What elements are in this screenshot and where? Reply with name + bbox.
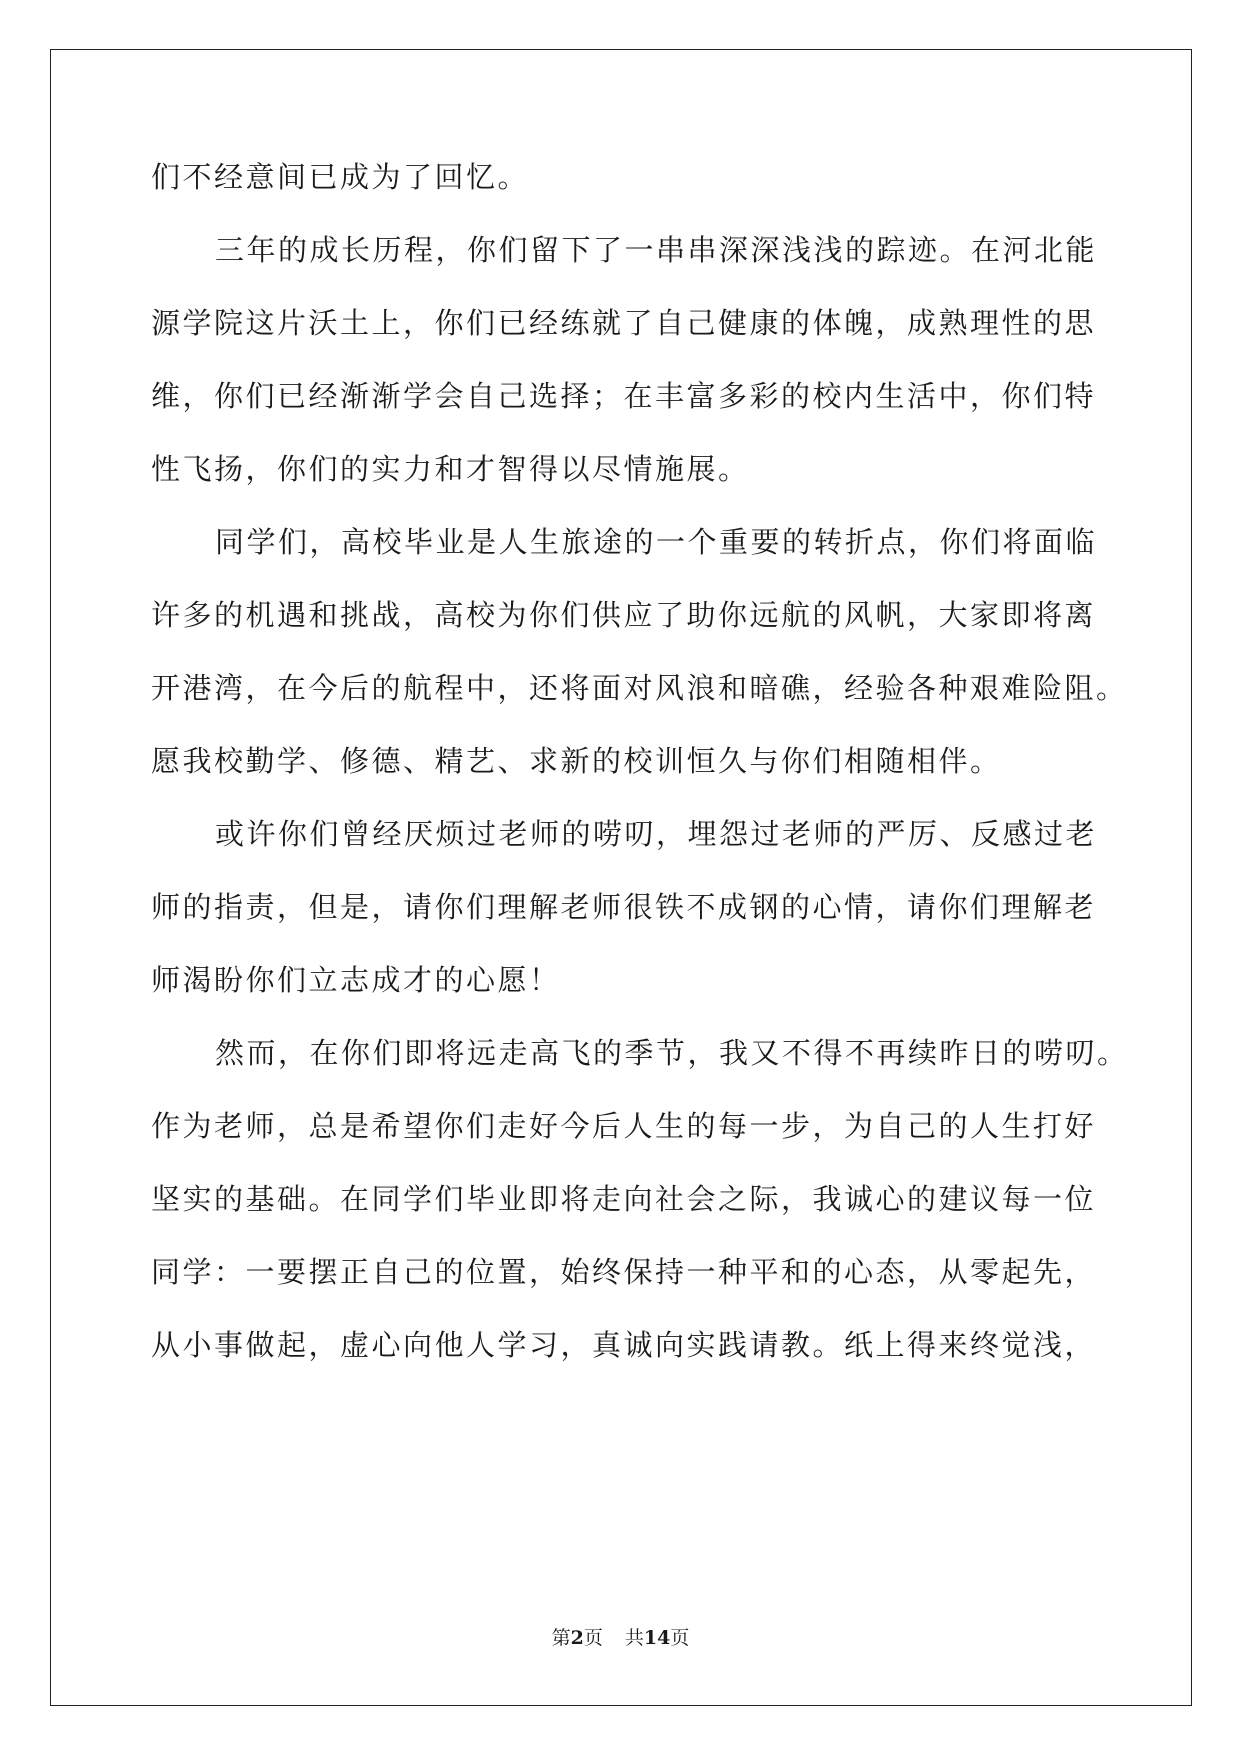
text-line: 然而，在你们即将远走高飞的季节，我又不得不再续昨日的唠叨。: [215, 1036, 1129, 1070]
page-suffix: 页: [583, 1627, 603, 1649]
page-footer: [0, 1625, 1241, 1651]
text-line: 师的指责，但是，请你们理解老师很铁不成钢的心情，请你们理解老: [151, 890, 1097, 924]
text-line: 许多的机遇和挑战，高校为你们供应了助你远航的风帆，大家即将离: [151, 598, 1097, 632]
text-line: 同学们，高校毕业是人生旅途的一个重要的转折点，你们将面临: [215, 525, 1098, 559]
text-line: 同学：一要摆正自己的位置，始终保持一种平和的心态，从零起先，: [151, 1255, 1097, 1289]
total-suffix: 页: [670, 1627, 690, 1649]
text-line: 或许你们曾经厌烦过老师的唠叨，埋怨过老师的严厉、反感过老: [215, 817, 1098, 851]
text-line: 开港湾，在今后的航程中，还将面对风浪和暗礁，经验各种艰难险阻。: [151, 671, 1128, 705]
text-line: 三年的成长历程，你们留下了一串串深深浅浅的踪迹。在河北能: [215, 233, 1098, 267]
page-number: 2: [570, 1627, 584, 1649]
page-prefix: 第: [551, 1627, 571, 1649]
text-line: 维，你们已经渐渐学会自己选择；在丰富多彩的校内生活中，你们特: [151, 379, 1097, 413]
text-line: 源学院这片沃土上，你们已经练就了自己健康的体魄，成熟理性的思: [151, 306, 1097, 340]
text-line: 师渴盼你们立志成才的心愿！: [151, 963, 561, 997]
text-line: 性飞扬，你们的实力和才智得以尽情施展。: [151, 452, 750, 486]
text-line: 坚实的基础。在同学们毕业即将走向社会之际，我诚心的建议每一位: [151, 1182, 1097, 1216]
total-prefix: 共: [624, 1627, 644, 1649]
text-line: 们不经意间已成为了回忆。: [151, 160, 530, 194]
page-border: [50, 49, 1192, 1706]
text-line: 愿我校勤学、修德、精艺、求新的校训恒久与你们相随相伴。: [151, 744, 1002, 778]
text-line: 作为老师，总是希望你们走好今后人生的每一步，为自己的人生打好: [151, 1109, 1097, 1143]
total-pages: 14: [643, 1627, 671, 1649]
text-line: 从小事做起，虚心向他人学习，真诚向实践请教。纸上得来终觉浅，: [151, 1328, 1097, 1362]
